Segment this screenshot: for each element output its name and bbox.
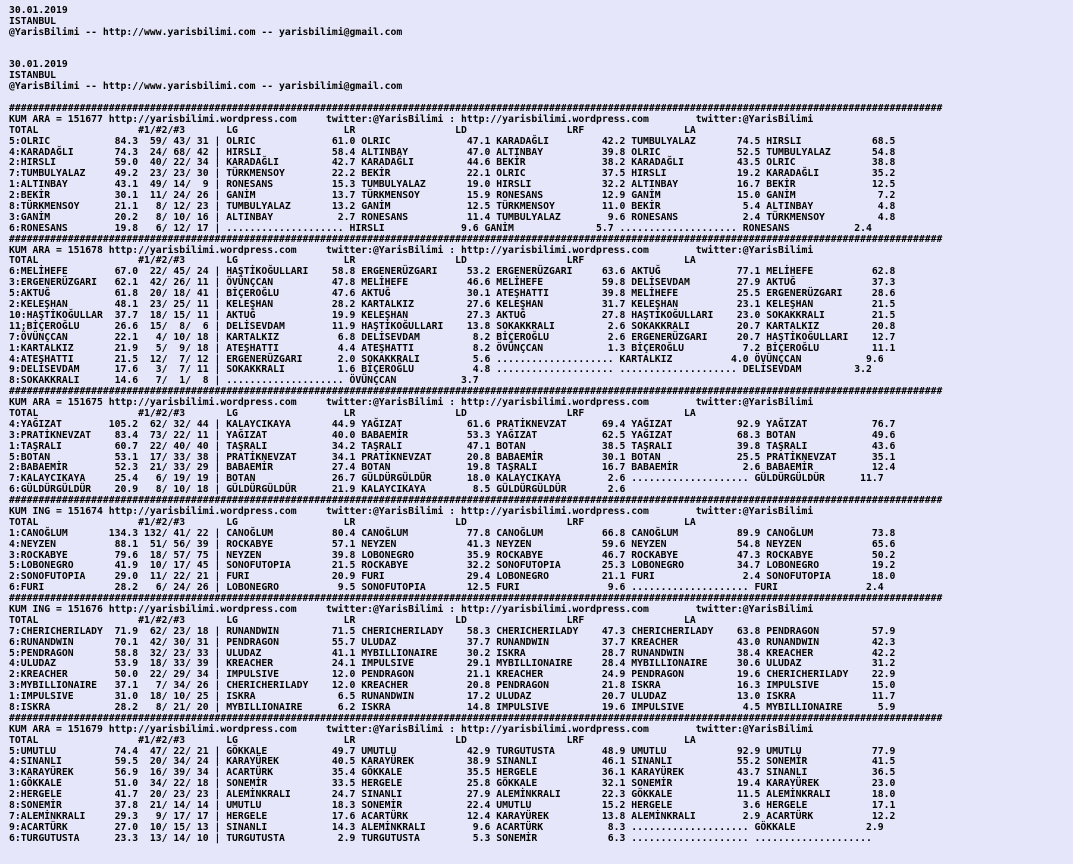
text-line: 3:ERGENERÜZGARI 62.1 42/ 26/ 11 | ÖVÜNÇCAN 47.8 MELİHEFE 46.6 MELİHEFE 59.8 DELİSEVDAM 27.9 AKTUĞ 37.3 — [9, 277, 896, 289]
text-line: 3:PRATİKNEVZAT 83.4 73/ 22/ 11 | YAĞIZAT 40.0 BABAEMİR 53.3 YAĞIZAT 62.5 YAĞIZAT 68.3 BOTAN 49.6 — [9, 429, 896, 441]
text-line: TOTAL #1/#2/#3 LG LR LD LRF LA — [9, 516, 696, 528]
text-line: KUM ARA = 151678 http://yarisbilimi.wordpress.com twitter:@YarisBilimi : http://yarisbilimi.wordpress.com twitter:@YarisBilimi — [9, 244, 814, 256]
text-line: ############################################################################################################################################################### — [9, 712, 943, 724]
text-line: ISTANBUL — [9, 70, 56, 82]
results-document — [9, 6, 942, 845]
text-line: 3:GANİM 20.2 8/ 10/ 16 | ALTINBAY 2.7 RONESANS 11.4 TUMBULYALAZ 9.6 RONESANS 2.4 TÜRKMENSOY 4.8 — [9, 211, 896, 223]
text-line: KUM ING = 151676 http://yarisbilimi.wordpress.com twitter:@YarisBilimi : http://yarisbilimi.wordpress.com twitter:@YarisBilimi — [9, 603, 814, 615]
text-line — [9, 39, 942, 50]
text-line: ############################################################################################################################################################### — [9, 495, 943, 507]
text-line: 2:SONOFUTOPIA 29.0 11/ 22/ 21 | FURI 20.9 FURI 29.4 LOBONEGRO 21.1 FURI 2.4 SONOFUTOPIA 18.0 — [9, 571, 896, 583]
text-line: 2:BABAEMİR 52.3 21/ 33/ 29 | BABAEMİR 27.4 BOTAN 19.8 TAŞRALI 16.7 BABAEMİR 2.6 BABAEMİR 12.4 — [9, 462, 896, 474]
text-line: 5:BOTAN 53.1 17/ 33/ 38 | PRATİKNEVZAT 34.1 PRATİKNEVZAT 20.8 BABAEMİR 30.1 BOTAN 25.5 PRATİKNEVZAT 35.1 — [9, 451, 896, 463]
text-line: 6:FURI 28.2 6/ 24/ 26 | LOBONEGRO 9.5 SONOFUTOPIA 12.5 FURI 9.6 .................... FURI 2.4 — [9, 582, 884, 594]
text-line: 30.01.2019 — [9, 59, 68, 71]
text-line: 5:LOBONEGRO 41.9 10/ 17/ 45 | SONOFUTOPIA 21.5 ROCKABYE 32.2 SONOFUTOPIA 25.3 LOBONEGRO 34.7 LOBONEGRO 19.2 — [9, 560, 896, 572]
text-line: @YarisBilimi -- http://www.yarisbilimi.com -- yarisbilimi@gmail.com — [9, 26, 403, 38]
text-line: 5:OLRIC 84.3 59/ 43/ 31 | OLRIC 61.0 OLRIC 47.1 KARADAĞLI 42.2 TUMBULYALAZ 74.5 HIRSLI 68.5 — [9, 135, 896, 147]
text-line: KUM ARA = 151679 http://yarisbilimi.wordpress.com twitter:@YarisBilimi : http://yarisbilimi.wordpress.com twitter:@YarisBilimi — [9, 723, 814, 735]
text-line: 5:UMUTLU 74.4 47/ 22/ 21 | GÖKKALE 49.7 UMUTLU 42.9 TURGUTUSTA 48.9 UMUTLU 92.9 UMUTLU 77.9 — [9, 745, 896, 757]
text-line: 1:IMPULSIVE 31.0 18/ 10/ 25 | ISKRA 6.5 RUNANDWIN 17.2 ULUDAZ 20.7 ULUDAZ 13.0 ISKRA 11.7 — [9, 691, 896, 703]
text-line: 8:SOKAKKRALI 14.6 7/ 1/ 8 | .................... ÖVÜNÇCAN 3.7 — [9, 375, 479, 387]
text-line: 4:YAĞIZAT 105.2 62/ 32/ 44 | KALAYCIKAYA 44.9 YAĞIZAT 61.6 PRATİKNEVZAT 69.4 YAĞIZAT 92.9 YAĞIZAT 76.7 — [9, 418, 896, 430]
text-line: 6:GÜLDÜRGÜLDÜR 20.9 8/ 10/ 18 | GÜLDÜRGÜLDÜR 21.9 KALAYCIKAYA 8.5 GÜLDÜRGÜLDÜR 2.6 — [9, 484, 626, 496]
text-line: KUM ARA = 151675 http://yarisbilimi.wordpress.com twitter:@YarisBilimi : http://yarisbilimi.wordpress.com twitter:@YarisBilimi — [9, 397, 814, 409]
text-line: 1:KARTALKIZ 21.9 5/ 9/ 18 | ATEŞHATTI 4.4 ATEŞHATTI 8.2 ÖVÜNÇCAN 1.3 BİÇEROĞLU 7.2 BİÇEROĞLU 11.1 — [9, 342, 896, 354]
text-line: 9:DELİSEVDAM 17.6 3/ 7/ 11 | SOKAKKRALI 1.6 BİÇEROĞLU 4.8 .................... .................... DELİSEVDAM 3.2 — [9, 364, 872, 376]
text-line: 1:TAŞRALI 60.7 22/ 40/ 40 | TAŞRALI 34.2 TAŞRALI 47.1 BOTAN 38.5 TAŞRALI 39.8 TAŞRALI 43.6 — [9, 440, 896, 452]
text-line: 2:HERGELE 41.7 20/ 23/ 23 | ALEMİNKRALI 24.7 SINANLI 27.9 ALEMİNKRALI 22.3 GÖKKALE 11.5 ALEMİNKRALI 18.0 — [9, 789, 896, 801]
text-line: KUM ING = 151674 http://yarisbilimi.wordpress.com twitter:@YarisBilimi : http://yarisbilimi.wordpress.com twitter:@YarisBilimi — [9, 505, 814, 517]
text-line: KUM ARA = 151677 http://yarisbilimi.wordpress.com twitter:@YarisBilimi : http://yarisbilimi.wordpress.com twitter:@YarisBilimi — [9, 113, 814, 125]
text-line: ############################################################################################################################################################### — [9, 233, 943, 245]
text-line: 2:BEKİR 30.1 11/ 24/ 26 | GANİM 13.7 TÜRKMENSOY 15.9 RONESANS 12.9 GANİM 15.0 GANİM 7.2 — [9, 190, 896, 202]
text-line: 4:NEYZEN 88.1 51/ 56/ 39 | ROCKABYE 57.1 NEYZEN 41.3 NEYZEN 59.6 NEYZEN 54.8 NEYZEN 65.6 — [9, 538, 896, 550]
text-line: 6:RUNANDWIN 70.1 42/ 30/ 31 | PENDRAGON 55.7 ULUDAZ 37.7 RUNANDWIN 37.7 KREACHER 43.0 RUNANDWIN 42.3 — [9, 636, 896, 648]
text-line: 8:TÜRKMENSOY 21.1 8/ 12/ 23 | TUMBULYALAZ 13.2 GANİM 12.5 TÜRKMENSOY 11.0 BEKİR 5.4 ALTINBAY 4.8 — [9, 201, 896, 213]
text-line: ############################################################################################################################################################### — [9, 593, 943, 605]
text-line: 4:KARADAĞLI 74.3 24/ 68/ 42 | HIRSLI 58.4 ALTINBAY 47.0 ALTINBAY 39.8 OLRIC 52.5 TUMBULYALAZ 54.8 — [9, 146, 896, 158]
text-line: ISTANBUL — [9, 15, 56, 27]
text-line: 2:KELEŞHAN 48.1 23/ 25/ 11 | KELEŞHAN 28.2 KARTALKIZ 27.6 KELEŞHAN 31.7 KELEŞHAN 23.1 KELEŞHAN 21.5 — [9, 299, 896, 311]
text-line: 7:CHERICHERILADY 71.9 62/ 23/ 18 | RUNANDWIN 71.5 CHERICHERILADY 58.3 CHERICHERILADY 47.3 CHERICHERILADY 63.8 PENDRAGON 57.9 — [9, 625, 896, 637]
text-line: 6:TURGUTUSTA 23.3 13/ 14/ 10 | TURGUTUSTA 2.9 TURGUTUSTA 5.3 SONEMİR 6.3 .................... .................... — [9, 832, 872, 844]
text-line: 8:ISKRA 28.2 8/ 21/ 20 | MYBILLIONAIRE 6.2 ISKRA 14.8 IMPULSIVE 19.6 IMPULSIVE 4.5 MYBILLIONAIRE 5.9 — [9, 702, 896, 713]
text-line: 8:SONEMİR 37.8 21/ 14/ 14 | UMUTLU 18.3 SONEMİR 22.4 UMUTLU 15.2 HERGELE 3.6 HERGELE 17.1 — [9, 800, 896, 812]
text-line: 7:KALAYCIKAYA 25.4 6/ 19/ 19 | BOTAN 26.7 GÜLDÜRGÜLDÜR 18.0 KALAYCIKAYA 2.6 .................... GÜLDÜRGÜLDÜR 11.7 — [9, 473, 884, 485]
text-line: @YarisBilimi -- http://www.yarisbilimi.com -- yarisbilimi@gmail.com — [9, 81, 403, 93]
text-line: 9:ACARTÜRK 27.0 10/ 15/ 13 | SINANLI 14.3 ALEMİNKRALI 9.6 ACARTÜRK 8.3 .................... GÖKKALE 2.9 — [9, 821, 884, 833]
text-line: TOTAL #1/#2/#3 LG LR LD LRF LA — [9, 124, 696, 136]
text-line: 4:ATEŞHATTI 21.5 12/ 7/ 12 | ERGENERÜZGARI 2.0 SOKAKKRALI 5.6 .................... KARTALKIZ 4.0 ÖVÜNÇCAN 9.6 — [9, 353, 884, 365]
text-line: 3:MYBILLIONAIRE 37.1 7/ 34/ 26 | CHERICHERILADY 12.0 KREACHER 20.8 PENDRAGON 21.8 ISKRA 16.3 IMPULSIVE 15.0 — [9, 680, 896, 692]
text-line: 7:TUMBULYALAZ 49.2 23/ 23/ 30 | TÜRKMENSOY 22.2 BEKİR 22.1 OLRIC 37.5 HIRSLI 19.2 KARADAĞLI 35.2 — [9, 168, 896, 180]
text-line: 1:ALTINBAY 43.1 49/ 14/ 9 | RONESANS 15.3 TUMBULYALAZ 19.0 HIRSLI 32.2 ALTINBAY 16.7 BEKİR 12.5 — [9, 179, 896, 191]
text-line: 6:MELİHEFE 67.0 22/ 45/ 24 | HAŞTİKOĞULLARI 58.8 ERGENERÜZGARI 53.2 ERGENERÜZGARI 63.6 AKTUĞ 77.1 MELİHEFE 62.8 — [9, 266, 896, 278]
text-line: 7:ALEMİNKRALI 29.3 9/ 17/ 17 | HERGELE 17.6 ACARTÜRK 12.4 KARAYÜREK 13.8 ALEMİNKRALI 2.9 ACARTÜRK 12.2 — [9, 810, 896, 822]
text-line: 5:PENDRAGON 58.8 32/ 23/ 33 | ULUDAZ 41.1 MYBILLIONAIRE 30.2 ISKRA 28.7 RUNANDWIN 38.4 KREACHER 42.2 — [9, 647, 896, 659]
text-line: TOTAL #1/#2/#3 LG LR LD LRF LA — [9, 734, 696, 746]
text-line: ############################################################################################################################################################### — [9, 386, 943, 398]
text-line: 11;BİÇEROĞLU 26.6 15/ 8/ 6 | DELİSEVDAM 11.9 HAŞTİKOĞULLARI 13.8 SOKAKKRALI 2.6 SOKAKKRALI 20.7 KARTALKIZ 20.8 — [9, 320, 896, 332]
text-line: 6:RONESANS 19.8 6/ 12/ 17 | .................... HIRSLI 9.6 GANİM 5.7 .................... RONESANS 2.4 — [9, 222, 872, 234]
text-line: 4:ULUDAZ 53.9 18/ 33/ 39 | KREACHER 24.1 IMPULSIVE 29.1 MYBILLIONAIRE 28.4 MYBILLIONAIRE 30.6 ULUDAZ 31.2 — [9, 658, 896, 670]
text-line: 30.01.2019 — [9, 5, 68, 16]
text-line: 7:ÖVÜNÇCAN 22.1 4/ 10/ 18 | KARTALKIZ 6.8 DELİSEVDAM 8.2 BİÇEROĞLU 2.6 ERGENERÜZGARI 20.7 HAŞTİKOĞULLARI 12.7 — [9, 331, 896, 343]
text-line: 5:AKTUĞ 61.8 20/ 18/ 41 | BİÇEROĞLU 47.6 AKTUĞ 30.1 ATEŞHATTI 39.8 MELİHEFE 25.5 ERGENERÜZGARI 28.6 — [9, 288, 896, 300]
text-line: TOTAL #1/#2/#3 LG LR LD LRF LA — [9, 407, 696, 419]
text-line: TOTAL #1/#2/#3 LG LR LD LRF LA — [9, 255, 696, 267]
text-line: 10:HAŞTİKOĞULLAR 37.7 18/ 15/ 11 | AKTUĞ 19.9 KELEŞHAN 27.3 AKTUĞ 27.8 HAŞTİKOĞULLARI 23.0 SOKAKKRALI 21.5 — [9, 309, 896, 321]
text-line: 1:GÖKKALE 51.0 34/ 22/ 18 | SONEMİR 33.5 HERGELE 25.8 GÖKKALE 32.1 SONEMİR 19.4 KARAYÜREK 23.0 — [9, 778, 896, 790]
text-line: 4:SINANLI 59.5 20/ 34/ 24 | KARAYÜREK 40.5 KARAYÜREK 38.9 SINANLI 46.1 SINANLI 55.2 SONEMİR 41.5 — [9, 756, 896, 768]
text-line: 3:ROCKABYE 79.6 18/ 57/ 75 | NEYZEN 39.8 LOBONEGRO 35.9 ROCKABYE 46.7 ROCKABYE 47.3 ROCKABYE 50.2 — [9, 549, 896, 561]
text-line: 2:HIRSLI 59.0 40/ 22/ 34 | KARADAĞLI 42.7 KARADAĞLI 44.6 BEKİR 38.2 KARADAĞLI 43.5 OLRIC 38.8 — [9, 157, 896, 169]
text-line: ############################################################################################################################################################### — [9, 103, 943, 115]
text-line — [9, 50, 942, 61]
text-line: 1:CANOĞLUM 134.3 132/ 41/ 22 | CANOĞLUM 80.4 CANOĞLUM 77.8 CANOĞLUM 66.8 CANOĞLUM 89.9 CANOĞLUM 73.8 — [9, 527, 896, 539]
text-line: 2:KREACHER 50.0 22/ 29/ 34 | IMPULSIVE 12.0 PENDRAGON 21.1 KREACHER 24.9 PENDRAGON 19.6 CHERICHERILADY 22.9 — [9, 669, 896, 681]
text-line: 3:KARAYÜREK 56.9 16/ 39/ 34 | ACARTÜRK 35.4 GÖKKALE 35.5 HERGELE 36.1 KARAYÜREK 43.7 SINANLI 36.5 — [9, 767, 896, 779]
text-line: TOTAL #1/#2/#3 LG LR LD LRF LA — [9, 614, 696, 626]
